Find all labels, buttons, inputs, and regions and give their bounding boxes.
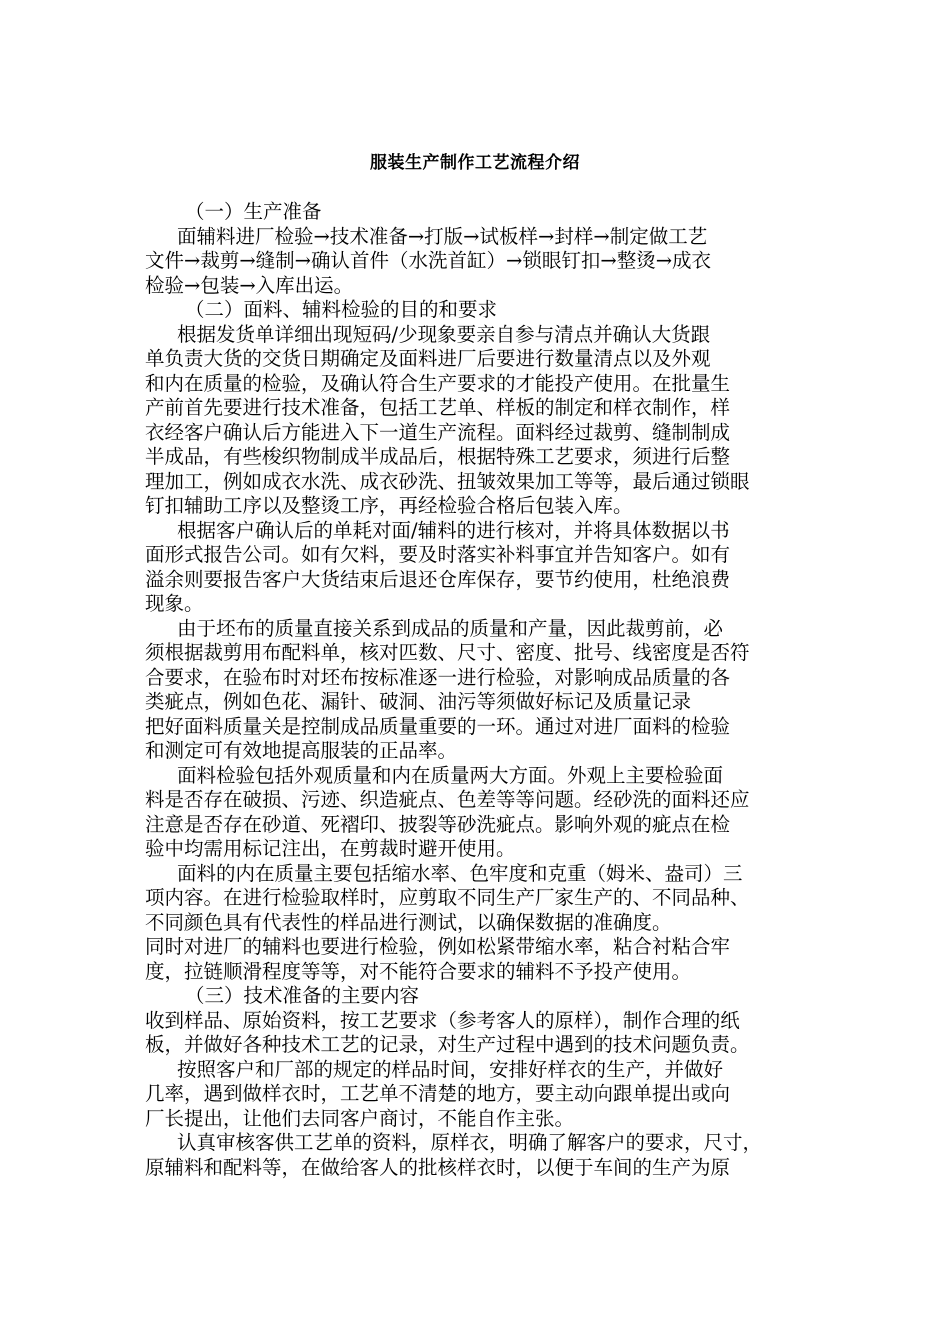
paragraph-line: 单负责大货的交货日期确定及面料进厂后要进行数量清点以及外观 <box>145 347 711 370</box>
paragraph-line: 验中均需用标记注出，在剪裁时避开使用。 <box>145 837 516 860</box>
paragraph-line: 料是否存在破损、污迹、织造疵点、色差等等问题。经砂洗的面料还应 <box>145 788 750 811</box>
paragraph-line: 理加工，例如成衣水洗、成衣砂洗、扭皱效果加工等等，最后通过锁眼 <box>145 469 750 493</box>
paragraph-line: 现象。 <box>145 592 204 615</box>
paragraph-line: 厂长提出，让他们去同客户商讨，不能自作主张。 <box>145 1106 575 1130</box>
paragraph-line: 把好面料质量关是控制成品质量重要的一环。通过对进厂面料的检验 <box>145 714 731 738</box>
paragraph-line: 和内在质量的检验，及确认符合生产要求的才能投产使用。在批量生 <box>145 371 731 395</box>
document-title: 服装生产制作工艺流程介绍 <box>370 153 580 173</box>
paragraph-line: 板，并做好各种技术工艺的记录，对生产过程中遇到的技术问题负责。 <box>145 1033 750 1056</box>
paragraph-line: 合要求，在验布时对坯布按标准逐一进行检验，对影响成品质量的各 <box>145 665 731 689</box>
paragraph-line: 收到样品、原始资料，按工艺要求（参考客人的原样），制作合理的纸 <box>145 1008 740 1032</box>
paragraph-line: 按照客户和厂部的规定的样品时间，安排好样衣的生产，并做好 <box>177 1057 724 1081</box>
paragraph-line: 几率，遇到做样衣时，工艺单不清楚的地方，要主动向跟单提出或向 <box>145 1082 731 1105</box>
paragraph-line: 产前首先要进行技术准备，包括工艺单、样板的制定和样衣制作，样 <box>145 396 731 419</box>
paragraph-line: 钉扣辅助工序以及整烫工序，再经检验合格后包装入库。 <box>145 494 633 517</box>
paragraph-line: 原辅料和配料等，在做给客人的批核样衣时，以便于车间的生产为原 <box>145 1155 731 1179</box>
paragraph-line: 认真审核客供工艺单的资料，原样衣，明确了解客户的要求，尺寸， <box>177 1131 763 1154</box>
paragraph-line: 项内容。在进行检验取样时，应剪取不同生产厂家生产的、不同品种、 <box>145 886 750 909</box>
paragraph-line: 度，拉链顺滑程度等等，对不能符合要求的辅料不予投产使用。 <box>145 959 692 983</box>
section-heading: （三）技术准备的主要内容 <box>185 984 420 1007</box>
paragraph-line: 类疵点，例如色花、漏针、破洞、油污等须做好标记及质量记录 <box>145 690 692 713</box>
paragraph-line: 须根据裁剪用布配料单，核对匹数、尺寸、密度、批号、线密度是否符 <box>145 641 750 664</box>
paragraph-line: 根据客户确认后的单耗对面/辅料的进行核对，并将具体数据以书 <box>177 518 730 542</box>
paragraph-line: 面辅料进厂检验→技术准备→打版→试板样→封样→制定做工艺 <box>177 224 708 248</box>
document-body <box>145 200 825 1180</box>
paragraph-line: 由于坯布的质量直接关系到成品的质量和产量，因此裁剪前，必 <box>177 616 724 640</box>
paragraph-line: 注意是否存在砂道、死褶印、披裂等砂洗疵点。影响外观的疵点在检 <box>145 812 731 836</box>
paragraph-line: 文件→裁剪→缝制→确认首件（水洗首缸）→锁眼钉扣→整烫→成衣 <box>145 249 712 272</box>
section-heading: （二）面料、辅料检验的目的和要求 <box>185 298 498 321</box>
paragraph-line: 半成品，有些梭织物制成半成品后，根据特殊工艺要求，须进行后整 <box>145 445 731 468</box>
paragraph-line: 不同颜色具有代表性的样品进行测试，以确保数据的准确度。 <box>145 910 672 934</box>
paragraph-line: 面料检验包括外观质量和内在质量两大方面。外观上主要检验面 <box>177 763 724 787</box>
paragraph-line: 面形式报告公司。如有欠料，要及时落实补料事宜并告知客户。如有 <box>145 543 731 566</box>
paragraph-line: 和测定可有效地提高服装的正品率。 <box>145 739 458 762</box>
section-heading: （一）生产准备 <box>185 200 322 223</box>
paragraph-line: 面料的内在质量主要包括缩水率、色牢度和克重（姆米、盎司）三 <box>177 861 743 885</box>
paragraph-line: 检验→包装→入库出运。 <box>145 273 354 297</box>
paragraph-line: 根据发货单详细出现短码/少现象要亲自参与清点并确认大货跟 <box>177 322 711 346</box>
paragraph-line: 衣经客户确认后方能进入下一道生产流程。面料经过裁剪、缝制制成 <box>145 420 731 444</box>
paragraph-line: 溢余则要报告客户大货结束后退还仓库保存，要节约使用，杜绝浪费 <box>145 567 731 591</box>
paragraph-line: 同时对进厂的辅料也要进行检验，例如松紧带缩水率，粘合衬粘合牢 <box>145 935 731 958</box>
